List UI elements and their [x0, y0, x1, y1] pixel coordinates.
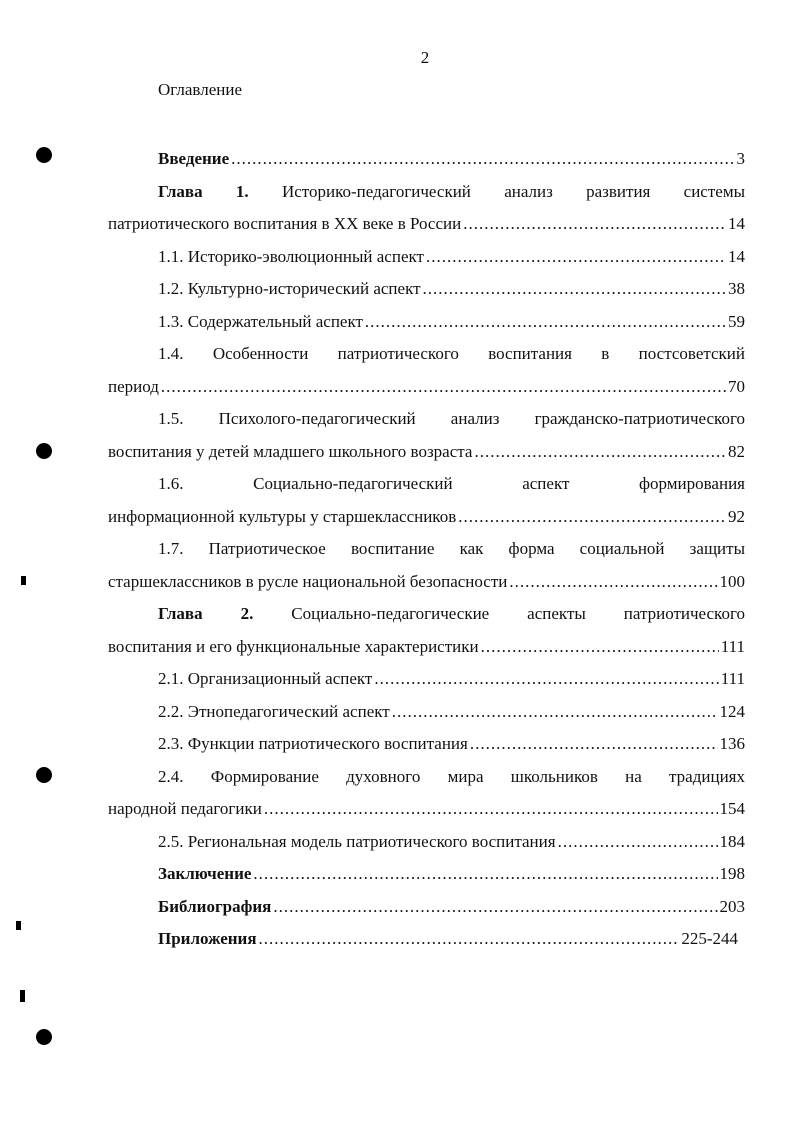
toc-page-number: 154	[719, 799, 745, 818]
dot-leader	[264, 793, 718, 826]
toc-entry-label: 1.1. Историко-эволюционный аспект	[158, 246, 424, 266]
punch-hole-mark	[36, 767, 52, 783]
toc-page-number: 203	[719, 896, 745, 916]
toc-line	[108, 208, 745, 241]
page-number: 2	[420, 48, 430, 67]
toc-title: Оглавление	[158, 80, 242, 99]
toc-line	[108, 598, 745, 631]
chapter-label: Глава 2.	[158, 604, 254, 623]
toc-entry-label: 1.7. Патриотическое воспитание как форма социальной защиты	[158, 539, 745, 558]
toc-entry-label: Заключение	[158, 864, 252, 883]
toc-entry	[108, 663, 745, 696]
toc-page-number: 92	[728, 506, 745, 526]
toc-entry-label: 1.5. Психолого-педагогический анализ гражданско-патриотического	[158, 409, 745, 428]
toc-page-number: 100	[719, 571, 745, 591]
table-of-contents	[108, 143, 745, 956]
toc-entry	[108, 306, 745, 339]
toc-line	[108, 468, 745, 501]
toc-entry	[108, 143, 745, 176]
punch-hole-mark	[36, 443, 52, 459]
dot-leader	[458, 501, 726, 534]
toc-entry-label-continued: воспитания и его функциональные характеристики	[108, 636, 479, 656]
toc-page-number: 225-244	[681, 929, 738, 948]
toc-entry	[108, 598, 745, 663]
toc-line	[108, 923, 738, 956]
toc-entry	[108, 403, 745, 468]
dot-leader	[474, 436, 726, 469]
dot-leader	[481, 631, 719, 664]
toc-line	[108, 696, 745, 729]
toc-page-number: 14	[728, 214, 745, 233]
toc-line	[108, 566, 745, 599]
toc-page-number: 14	[728, 246, 745, 266]
toc-entry-label: Историко-педагогический анализ развития системы	[281, 181, 745, 201]
toc-entry-label: 2.5. Региональная модель патриотического воспитания	[158, 831, 556, 851]
dot-leader	[392, 696, 718, 729]
toc-entry-label: Введение	[158, 149, 230, 168]
dot-leader	[426, 241, 726, 274]
toc-entry-label: Социально-педагогические аспекты патриотического	[291, 604, 746, 623]
toc-entry-label: 2.3. Функции патриотического воспитания	[158, 734, 468, 753]
toc-line	[108, 176, 745, 209]
toc-line	[108, 306, 745, 339]
toc-entry-label: 1.6. Социально-педагогический аспект формирования	[158, 474, 745, 493]
toc-page-number: 136	[719, 734, 745, 753]
toc-entry-label-continued: патриотического воспитания в XX веке в России	[108, 214, 462, 233]
toc-entry	[108, 761, 745, 826]
toc-page-number: 111	[720, 636, 745, 656]
toc-entry-label-continued: народной педагогики	[108, 799, 262, 818]
toc-entry-label: 2.1. Организационный аспект	[158, 669, 373, 688]
toc-entry-label-continued: воспитания у детей младшего школьного возраста	[108, 441, 473, 461]
toc-entry-label-continued: старшеклассников в русле национальной безопасности	[108, 571, 508, 591]
toc-line	[108, 631, 745, 664]
toc-page-number: 111	[720, 669, 745, 688]
toc-entry-label: Библиография	[158, 896, 272, 916]
dot-leader	[470, 728, 718, 761]
toc-entry-label: 2.2. Этнопедагогический аспект	[158, 701, 390, 721]
toc-line	[108, 241, 745, 274]
toc-page-number: 82	[728, 441, 745, 461]
toc-page-number: 184	[719, 831, 745, 851]
dot-leader	[253, 858, 717, 891]
toc-page-number: 38	[728, 279, 745, 298]
toc-entry	[108, 923, 745, 956]
toc-entry	[108, 696, 745, 729]
toc-page-number: 124	[719, 701, 745, 721]
toc-entry	[108, 241, 745, 274]
toc-line	[108, 826, 745, 859]
chapter-label: Глава 1.	[158, 181, 249, 201]
toc-entry-label: 1.2. Культурно-исторический аспект	[158, 279, 421, 298]
toc-line	[108, 501, 745, 534]
toc-entry	[108, 858, 745, 891]
scan-speck	[21, 576, 26, 585]
punch-hole-mark	[36, 1029, 52, 1045]
dot-leader	[423, 273, 726, 306]
toc-entry	[108, 891, 745, 924]
dot-leader	[558, 826, 718, 859]
toc-page-number: 59	[728, 311, 745, 331]
toc-entry-label: 1.4. Особенности патриотического воспитания в постсоветский	[158, 344, 745, 363]
toc-entry	[108, 826, 745, 859]
scan-speck	[20, 990, 25, 1002]
toc-line	[108, 273, 745, 306]
toc-entry	[108, 273, 745, 306]
toc-line	[108, 436, 745, 469]
toc-line	[108, 403, 745, 436]
toc-line	[108, 728, 745, 761]
scan-speck	[16, 921, 21, 930]
dot-leader	[509, 566, 717, 599]
dot-leader	[231, 143, 734, 176]
toc-entry-label-continued: период	[108, 376, 159, 396]
toc-line	[108, 663, 745, 696]
dot-leader	[374, 663, 718, 696]
dot-leader	[365, 306, 726, 339]
toc-line	[108, 143, 745, 176]
toc-entry	[108, 533, 745, 598]
toc-entry-label: 2.4. Формирование духовного мира школьников на традициях	[158, 766, 745, 786]
toc-entry	[108, 338, 745, 403]
toc-entry	[108, 468, 745, 533]
toc-entry-label: Приложения	[158, 929, 257, 948]
punch-hole-mark	[36, 147, 52, 163]
toc-line	[108, 338, 745, 371]
toc-line	[108, 793, 745, 826]
dot-leader	[259, 923, 680, 956]
toc-entry-label-continued: информационной культуры у старшеклассников	[108, 506, 457, 526]
toc-entry-label: 1.3. Содержательный аспект	[158, 311, 363, 331]
toc-line	[108, 533, 745, 566]
toc-line	[108, 371, 745, 404]
dot-leader	[463, 208, 726, 241]
toc-page-number: 70	[728, 376, 745, 396]
toc-entry	[108, 728, 745, 761]
toc-entry	[108, 176, 745, 241]
dot-leader	[273, 891, 717, 924]
toc-page-number: 198	[719, 864, 745, 883]
dot-leader	[161, 371, 726, 404]
toc-page-number: 3	[736, 149, 745, 168]
toc-line	[108, 761, 745, 794]
toc-line	[108, 858, 745, 891]
toc-line	[108, 891, 745, 924]
